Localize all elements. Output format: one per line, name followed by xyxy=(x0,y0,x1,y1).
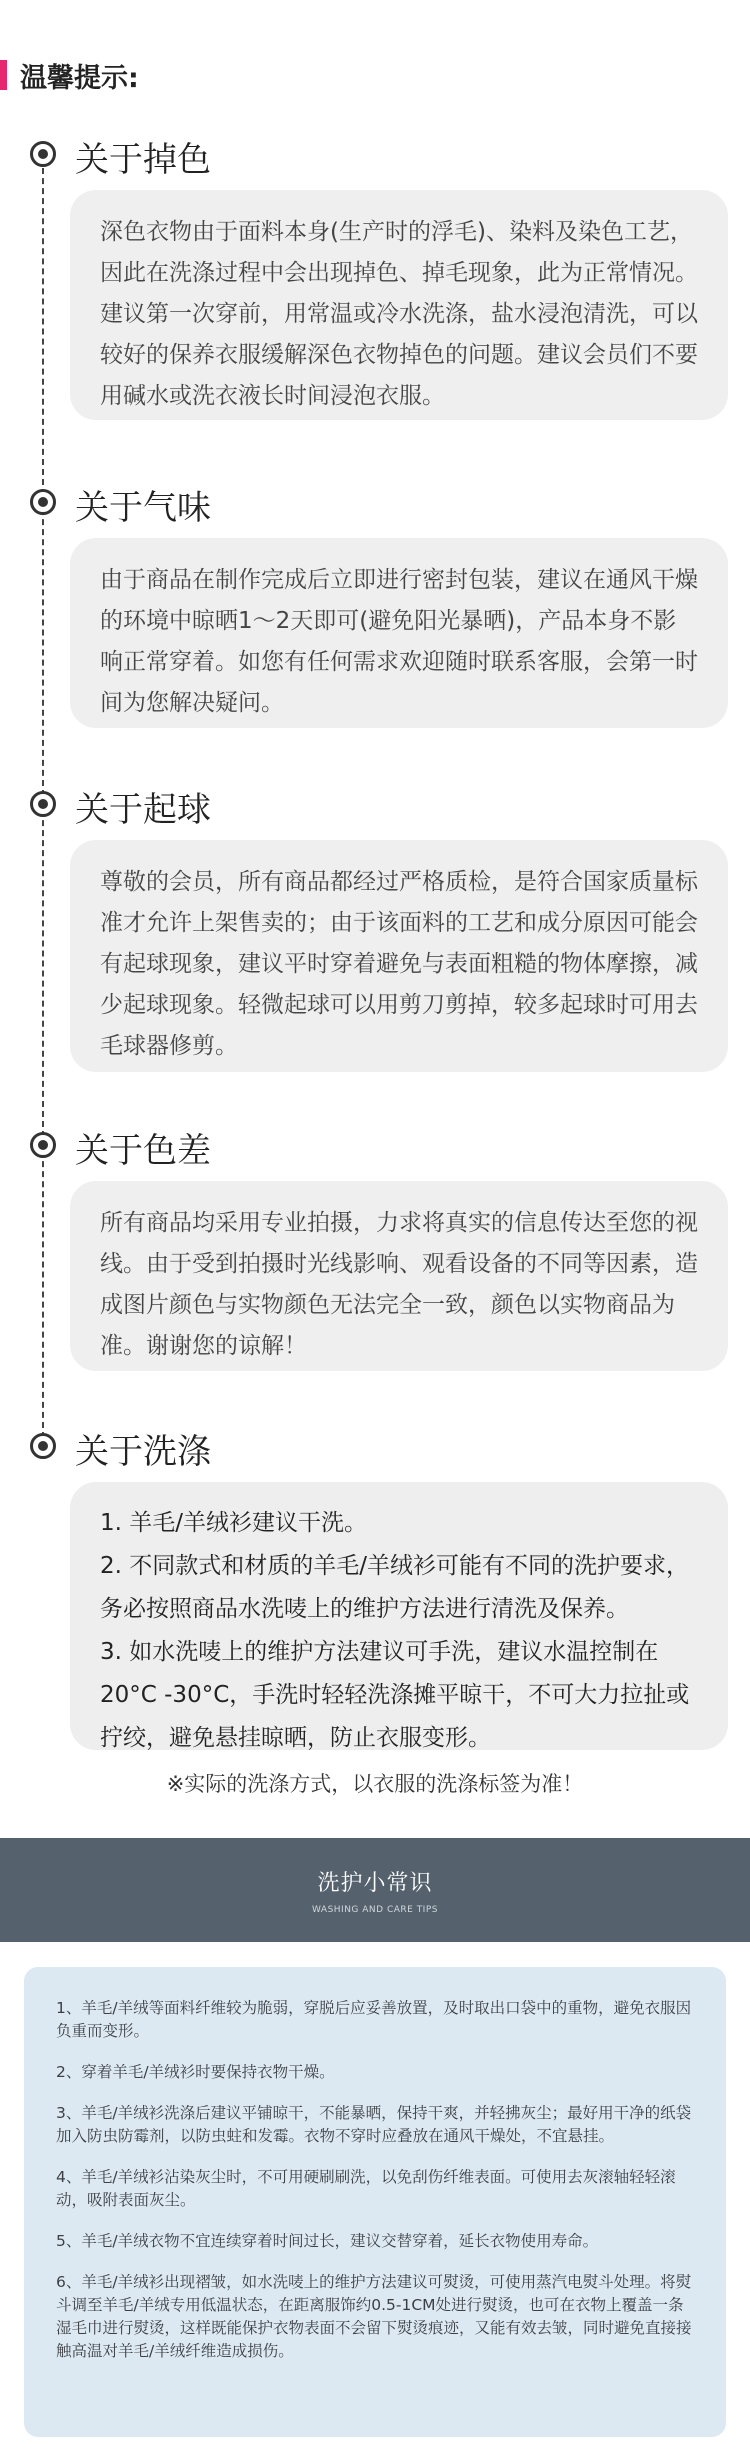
care-tips-banner xyxy=(0,1838,750,1942)
section-washing xyxy=(0,1420,750,1751)
section-title: 关于色差 xyxy=(75,1131,211,1171)
section-header xyxy=(0,1119,750,1169)
section-body: 深色衣物由于面料本身(生产时的浮毛)、染料及染色工艺，因此在洗涤过程中会出现掉色、掉毛现象，此为正常情况。建议第一次穿前，用常温或冷水洗涤，盐水浸泡清洗，可以较好的保养衣服缓解深色衣物掉色的问题。建议会员们不要用碱水或洗衣液长时间浸泡衣服。 xyxy=(100,219,698,409)
list-item: 1、羊毛/羊绒等面料纤维较为脆弱，穿脱后应妥善放置，及时取出口袋中的重物，避免衣服因负重而变形。 xyxy=(56,1999,692,2040)
section-card xyxy=(70,190,728,420)
section-card xyxy=(70,840,728,1072)
section-body: 尊敬的会员，所有商品都经过严格质检，是符合国家质量标准才允许上架售卖的；由于该面料的工艺和成分原因可能会有起球现象，建议平时穿着避免与表面粗糙的物体摩擦，减少起球现象。轻微起球可以用剪刀剪掉，较多起球时可用去毛球器修剪。 xyxy=(100,869,698,1059)
list-item: 4、羊毛/羊绒衫沾染灰尘时，不可用硬刷刷洗，以免刮伤纤维表面。可使用去灰滚轴轻轻滚动，吸附表面灰尘。 xyxy=(56,2168,676,2209)
list-item: 2. 不同款式和材质的羊毛/羊绒衫可能有不同的洗护要求，务必按照商品水洗唛上的维护方法进行清洗及保养。 xyxy=(100,1553,690,1622)
list-item: 1. 羊毛/羊绒衫建议干洗。 xyxy=(100,1510,368,1536)
washing-footnote: ※实际的洗涤方式，以衣服的洗涤标签为准！ xyxy=(166,1772,584,1796)
section-header xyxy=(0,476,750,526)
section-header xyxy=(0,778,750,828)
section-body: 所有商品均采用专业拍摄，力求将真实的信息传达至您的视线。由于受到拍摄时光线影响、观看设备的不同等因素，造成图片颜色与实物颜色无法完全一致，颜色以实物商品为准。谢谢您的谅解！ xyxy=(100,1210,698,1359)
section-fading xyxy=(0,128,750,409)
section-odor xyxy=(0,476,750,716)
list-item: 3、羊毛/羊绒衫洗涤后建议平铺晾干，不能暴晒，保持干爽，并轻拂灰尘；最好用干净的纸袋加入防虫防霉剂，以防虫蛀和发霉。衣物不穿时应叠放在通风干燥处，不宜悬挂。 xyxy=(56,2104,692,2145)
timeline-dot-icon xyxy=(30,1433,56,1459)
section-title: 关于气味 xyxy=(75,488,211,528)
section-title: 关于掉色 xyxy=(75,140,211,180)
section-title: 关于洗涤 xyxy=(75,1432,211,1472)
care-tips-panel xyxy=(24,1967,726,2437)
list-item: 3. 如水洗唛上的维护方法建议可手洗，建议水温控制在20°C -30°C，手洗时轻轻洗涤摊平晾干，不可大力拉扯或拧绞，避免悬挂晾晒，防止衣服变形。 xyxy=(100,1639,690,1751)
warm-tips-header xyxy=(0,55,139,95)
timeline-dot-icon xyxy=(30,1132,56,1158)
warm-tips-title: 温馨提示: xyxy=(20,62,139,94)
list-item: 5、羊毛/羊绒衣物不宜连续穿着时间过长，建议交替穿着，延长衣物使用寿命。 xyxy=(56,2232,599,2250)
accent-bar xyxy=(0,60,7,90)
section-body: 由于商品在制作完成后立即进行密封包装，建议在通风干燥的环境中晾晒1～2天即可(避免阳光暴晒)，产品本身不影响正常穿着。如您有任何需求欢迎随时联系客服，会第一时间为您解决疑问。 xyxy=(100,567,698,716)
list-item: 6、羊毛/羊绒衫出现褶皱，如水洗唛上的维护方法建议可熨烫，可使用蒸汽电熨斗处理。将熨斗调至羊毛/羊绒专用低温状态，在距离服饰约0.5-1CM处进行熨烫，也可在衣物上覆盖一条湿毛巾进行熨烫，这样既能保护衣物表面不会留下熨烫痕迹，又能有效去皱，同时避免直接接触高温对羊毛/羊绒纤维造成损伤。 xyxy=(56,2273,692,2360)
section-color-difference xyxy=(0,1119,750,1359)
section-card xyxy=(70,1482,728,1750)
care-tips-subtitle: WASHING AND CARE TIPS xyxy=(312,1905,438,1915)
section-header xyxy=(0,128,750,178)
section-card xyxy=(70,538,728,728)
section-title: 关于起球 xyxy=(75,790,211,830)
section-card xyxy=(70,1181,728,1371)
care-tips-list xyxy=(56,1997,696,2363)
section-header xyxy=(0,1420,750,1470)
care-tips-title: 洗护小常识 xyxy=(317,1871,433,1896)
list-item: 2、穿着羊毛/羊绒衫时要保持衣物干燥。 xyxy=(56,2063,335,2081)
timeline-dot-icon xyxy=(30,489,56,515)
timeline-dot-icon xyxy=(30,141,56,167)
section-pilling xyxy=(0,778,750,1059)
timeline-dot-icon xyxy=(30,791,56,817)
washing-list xyxy=(100,1502,698,1760)
